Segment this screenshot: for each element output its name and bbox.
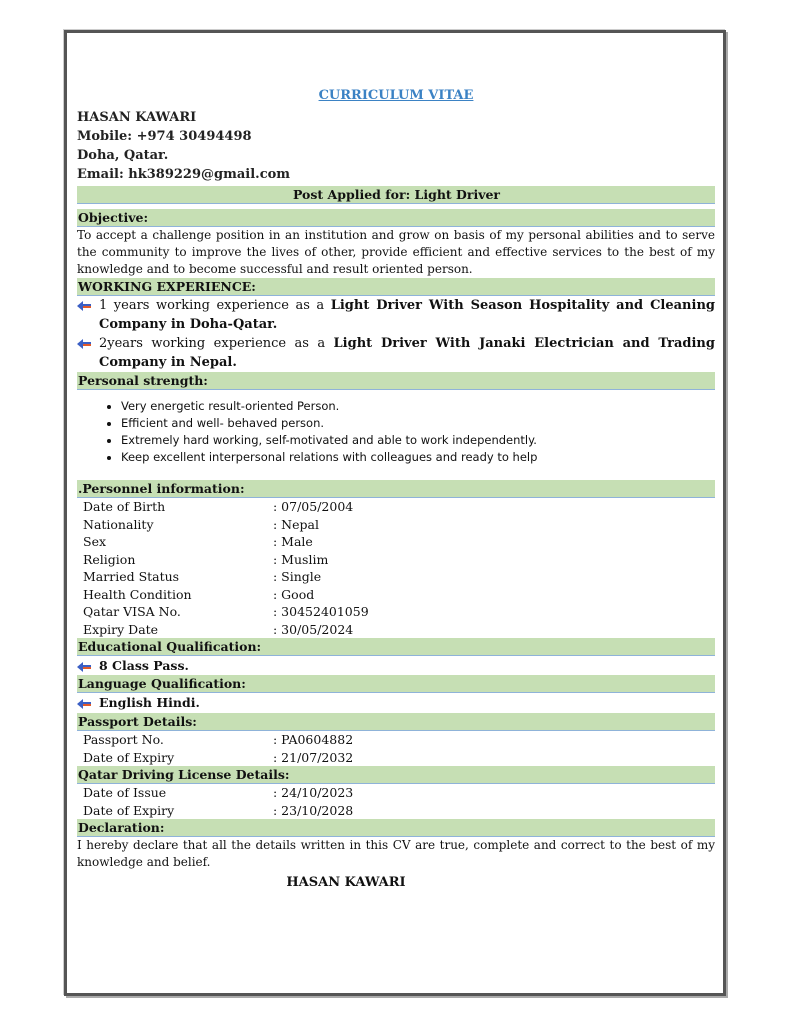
experience-item — [77, 296, 715, 334]
table-row — [83, 603, 369, 621]
education-heading: Educational Qualification: — [77, 638, 715, 656]
field-value: : Male — [273, 534, 313, 549]
table-row — [83, 568, 369, 586]
field-label: Expiry Date — [83, 621, 159, 637]
list-item: • Extremely hard working, self-motivated and able to work independently. — [121, 432, 715, 449]
arrow-bullet-icon — [77, 656, 99, 675]
table-row — [83, 621, 369, 639]
objective-heading: Objective: — [77, 209, 715, 227]
cv-content — [77, 88, 715, 893]
table-row — [83, 784, 353, 802]
language-heading: Language Qualification: — [77, 675, 715, 693]
table-row — [83, 533, 369, 551]
strength-list — [77, 398, 715, 466]
field-value: : PA0604882 — [273, 732, 354, 747]
experience-prefix: 2years working experience as a — [99, 336, 334, 351]
personal-info-table — [83, 498, 369, 638]
field-label: Married Status — [83, 569, 180, 584]
mobile-line: Mobile: +974 30494498 — [77, 129, 252, 144]
field-value: : 21/07/2032 — [273, 749, 354, 765]
arrow-bullet-icon — [77, 296, 99, 334]
cv-title: CURRICULUM VITAE — [318, 88, 474, 103]
declaration-text: I hereby declare that all the details written in this CV are true, complete and correct to the best of my knowledge and belief. — [77, 838, 715, 869]
table-row — [83, 731, 353, 749]
field-value: : 24/10/2023 — [273, 785, 354, 800]
table-row — [83, 551, 369, 569]
field-value: : Single — [273, 569, 322, 584]
language-text: English Hindi. — [99, 695, 200, 710]
field-label: Date of Expiry — [83, 749, 175, 765]
location-line: Doha, Qatar. — [77, 148, 169, 163]
field-label: Qatar VISA No. — [83, 604, 181, 619]
email-line: Email: hk389229@gmail.com — [77, 167, 291, 182]
objective-text: To accept a challenge position in an institution and grow on basis of my personal abilities and to serve the community to improve the lives of other, provide efficient and effective services to the best of my knowledge and to become successful and result oriented person. — [77, 228, 715, 276]
list-item: • Very energetic result-oriented Person. — [121, 398, 715, 415]
arrow-bullet-icon — [77, 334, 99, 372]
signature-name: HASAN KAWARI — [286, 875, 406, 890]
field-label: Religion — [83, 551, 136, 567]
experience-prefix: 1 years working experience as a — [99, 298, 331, 313]
field-label: Date of Birth — [83, 499, 166, 514]
table-row — [83, 586, 369, 604]
license-heading: Qatar Driving License Details: — [77, 766, 715, 784]
experience-detail: Light Driver With Janaki Electrician and Trading Company in Nepal. — [99, 336, 715, 370]
field-label: Health Condition — [83, 586, 192, 602]
field-value: : Good — [273, 586, 315, 602]
field-value: : 30452401059 — [273, 604, 369, 619]
education-item — [77, 656, 715, 675]
field-value: : 07/05/2004 — [273, 499, 354, 514]
field-value: : Muslim — [273, 551, 329, 567]
field-label: Date of Issue — [83, 785, 167, 800]
field-label: Sex — [83, 534, 107, 549]
declaration-heading: Declaration: — [77, 819, 715, 837]
document-page — [64, 30, 726, 996]
table-row — [83, 749, 353, 767]
field-value: : 30/05/2024 — [273, 621, 354, 637]
list-item: • Efficient and well- behaved person. — [121, 415, 715, 432]
table-row — [83, 498, 369, 516]
experience-detail: Light Driver With Season Hospitality and Cleaning Company in Doha-Qatar. — [99, 298, 715, 332]
language-item — [77, 693, 715, 712]
passport-table — [83, 731, 353, 766]
list-item: • Keep excellent interpersonal relations with colleagues and ready to help — [121, 449, 715, 466]
field-label: Passport No. — [83, 732, 164, 747]
experience-item — [77, 334, 715, 372]
field-value: : Nepal — [273, 516, 319, 532]
arrow-bullet-icon — [77, 693, 99, 712]
table-row — [83, 802, 353, 820]
field-label: Date of Expiry — [83, 802, 175, 818]
strength-heading: Personal strength: — [77, 372, 715, 390]
field-value: : 23/10/2028 — [273, 802, 354, 818]
experience-heading: WORKING EXPERIENCE: — [77, 278, 715, 296]
personal-info-heading: .Personnel information: — [77, 480, 715, 498]
education-text: 8 Class Pass. — [99, 658, 189, 673]
applicant-name: HASAN KAWARI — [77, 110, 197, 125]
table-row — [83, 516, 369, 534]
post-applied-bar: Post Applied for: Light Driver — [77, 186, 715, 204]
passport-heading: Passport Details: — [77, 713, 715, 731]
license-table — [83, 784, 353, 819]
field-label: Nationality — [83, 516, 154, 532]
